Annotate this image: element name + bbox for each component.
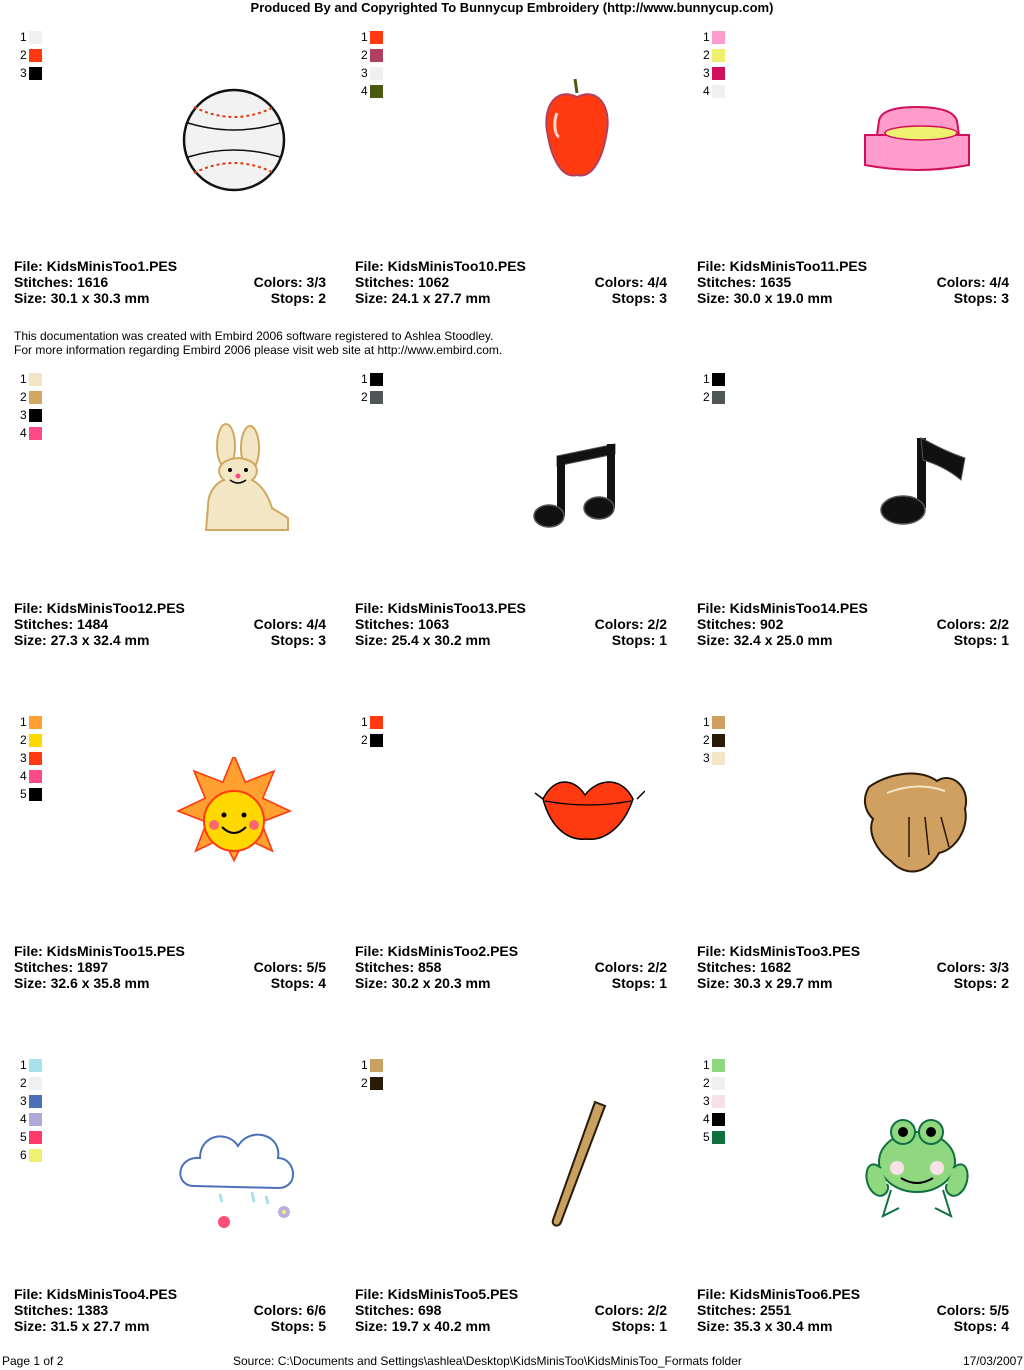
file-name: File: KidsMinisToo14.PES — [697, 600, 868, 616]
swatch-number: 2 — [361, 733, 368, 747]
swatch-number: 1 — [361, 372, 368, 386]
color-swatch — [703, 1056, 725, 1074]
embird-note — [14, 329, 502, 357]
color-count: Colors: 3/3 — [253, 274, 326, 290]
swatch-color — [29, 752, 42, 765]
file-name: File: KidsMinisToo6.PES — [697, 1286, 861, 1302]
baseball-glove-icon — [847, 757, 987, 887]
color-swatch — [20, 64, 42, 82]
color-swatch — [361, 388, 383, 406]
color-swatch — [20, 1110, 42, 1128]
swatch-color — [712, 49, 725, 62]
stitch-count: Stitches: 1063 — [355, 616, 450, 632]
swatch-color — [29, 716, 42, 729]
design-size: Size: 27.3 x 32.4 mm — [14, 632, 150, 648]
color-swatch-list — [20, 713, 42, 803]
stitch-count: Stitches: 1897 — [14, 959, 109, 975]
swatch-number: 1 — [703, 372, 710, 386]
stop-count: Stops: 2 — [953, 975, 1009, 991]
file-name: File: KidsMinisToo1.PES — [14, 258, 178, 274]
swatch-number: 4 — [20, 426, 27, 440]
color-swatch — [703, 388, 725, 406]
file-name: File: KidsMinisToo15.PES — [14, 943, 185, 959]
print-date: 17/03/2007 — [962, 1354, 1023, 1368]
swatch-color — [29, 31, 42, 44]
swatch-color — [370, 31, 383, 44]
swatch-color — [29, 409, 42, 422]
design-info — [14, 258, 326, 306]
stitch-count: Stitches: 858 — [355, 959, 442, 975]
color-swatch — [20, 46, 42, 64]
stitch-count: Stitches: 902 — [697, 616, 784, 632]
swatch-number: 1 — [20, 372, 27, 386]
swatch-number: 1 — [703, 715, 710, 729]
color-swatch — [20, 406, 42, 424]
design-info — [697, 943, 1009, 991]
swatch-color — [712, 1077, 725, 1090]
swatch-color — [370, 1077, 383, 1090]
bunny-icon — [164, 418, 304, 548]
color-swatch — [361, 1056, 383, 1074]
swatch-color — [29, 788, 42, 801]
stop-count: Stops: 5 — [270, 1318, 326, 1334]
rain-cloud-icon — [164, 1098, 304, 1228]
stitch-count: Stitches: 1616 — [14, 274, 109, 290]
color-count: Colors: 2/2 — [936, 616, 1009, 632]
stop-count: Stops: 4 — [953, 1318, 1009, 1334]
color-swatch-list — [361, 1056, 383, 1092]
swatch-color — [29, 391, 42, 404]
baseball-icon — [164, 75, 304, 205]
color-swatch — [20, 424, 42, 442]
swatch-number: 3 — [703, 66, 710, 80]
stop-count: Stops: 3 — [611, 290, 667, 306]
stitch-count: Stitches: 2551 — [697, 1302, 792, 1318]
stop-count: Stops: 3 — [953, 290, 1009, 306]
swatch-number: 2 — [361, 1076, 368, 1090]
color-swatch — [703, 731, 725, 749]
swatch-number: 1 — [703, 1058, 710, 1072]
swatch-color — [712, 67, 725, 80]
swatch-color — [712, 31, 725, 44]
swatch-number: 1 — [703, 30, 710, 44]
color-count: Colors: 5/5 — [253, 959, 326, 975]
color-swatch-list — [20, 28, 42, 82]
swatch-number: 1 — [20, 1058, 27, 1072]
design-size: Size: 30.0 x 19.0 mm — [697, 290, 833, 306]
design-size: Size: 32.6 x 35.8 mm — [14, 975, 150, 991]
design-info — [697, 600, 1009, 648]
frog-icon — [847, 1098, 987, 1228]
swatch-number: 2 — [20, 1076, 27, 1090]
swatch-color — [370, 1059, 383, 1072]
swatch-color — [29, 770, 42, 783]
swatch-color — [712, 716, 725, 729]
file-name: File: KidsMinisToo12.PES — [14, 600, 185, 616]
swatch-color — [712, 391, 725, 404]
swatch-color — [29, 1095, 42, 1108]
color-swatch-list — [703, 28, 725, 100]
source-path: Source: C:\Documents and Settings\ashlea\Desktop\KidsMinisToo\KidsMinisToo_Formats folder — [233, 1354, 742, 1368]
swatch-color — [712, 373, 725, 386]
swatch-number: 3 — [703, 1094, 710, 1108]
color-swatch — [20, 388, 42, 406]
swatch-number: 5 — [703, 1130, 710, 1144]
file-name: File: KidsMinisToo13.PES — [355, 600, 526, 616]
swatch-number: 3 — [20, 1094, 27, 1108]
swatch-color — [712, 1131, 725, 1144]
color-swatch-list — [361, 713, 383, 749]
color-swatch — [20, 1092, 42, 1110]
color-swatch — [20, 370, 42, 388]
swatch-number: 4 — [703, 1112, 710, 1126]
design-size: Size: 31.5 x 27.7 mm — [14, 1318, 150, 1334]
swatch-color — [370, 734, 383, 747]
double-music-note-icon — [505, 418, 645, 548]
color-swatch — [703, 370, 725, 388]
note-line-1: This documentation was created with Embird 2006 software registered to Ashlea Stoodley. — [14, 329, 494, 343]
color-swatch — [703, 1074, 725, 1092]
swatch-number: 5 — [20, 1130, 27, 1144]
file-name: File: KidsMinisToo2.PES — [355, 943, 519, 959]
color-swatch — [20, 731, 42, 749]
apple-icon — [505, 75, 645, 205]
stitch-count: Stitches: 1383 — [14, 1302, 109, 1318]
swatch-number: 3 — [361, 66, 368, 80]
color-swatch-list — [703, 370, 725, 406]
color-count: Colors: 4/4 — [936, 274, 1009, 290]
swatch-color — [29, 1059, 42, 1072]
swatch-number: 2 — [703, 48, 710, 62]
design-info — [14, 1286, 326, 1334]
swatch-color — [712, 734, 725, 747]
color-swatch — [703, 1128, 725, 1146]
swatch-color — [370, 373, 383, 386]
swatch-color — [29, 734, 42, 747]
color-count: Colors: 6/6 — [253, 1302, 326, 1318]
stitch-count: Stitches: 1682 — [697, 959, 792, 975]
design-info — [14, 943, 326, 991]
design-size: Size: 25.4 x 30.2 mm — [355, 632, 491, 648]
file-name: File: KidsMinisToo11.PES — [697, 258, 868, 274]
page-number: Page 1 of 2 — [2, 1354, 64, 1368]
color-swatch — [361, 46, 383, 64]
file-name: File: KidsMinisToo3.PES — [697, 943, 861, 959]
color-swatch-list — [361, 370, 383, 406]
color-swatch — [20, 1128, 42, 1146]
color-swatch-list — [703, 713, 725, 767]
design-info — [355, 943, 667, 991]
swatch-number: 2 — [20, 48, 27, 62]
swatch-number: 1 — [361, 1058, 368, 1072]
swatch-number: 5 — [20, 787, 27, 801]
color-swatch — [20, 1056, 42, 1074]
color-swatch — [361, 713, 383, 731]
design-size: Size: 30.3 x 29.7 mm — [697, 975, 833, 991]
color-swatch-list — [20, 1056, 42, 1164]
color-swatch — [703, 1110, 725, 1128]
stop-count: Stops: 4 — [270, 975, 326, 991]
page-header: Produced By and Copyrighted To Bunnycup Embroidery (http://www.bunnycup.com) — [250, 0, 774, 15]
swatch-color — [29, 1131, 42, 1144]
color-count: Colors: 2/2 — [594, 616, 667, 632]
swatch-number: 2 — [361, 48, 368, 62]
color-count: Colors: 2/2 — [594, 1302, 667, 1318]
color-count: Colors: 2/2 — [594, 959, 667, 975]
swatch-color — [370, 49, 383, 62]
swatch-color — [370, 716, 383, 729]
swatch-color — [29, 373, 42, 386]
swatch-number: 2 — [703, 733, 710, 747]
design-info — [697, 258, 1009, 306]
swatch-color — [712, 1059, 725, 1072]
swatch-color — [370, 85, 383, 98]
swatch-color — [712, 752, 725, 765]
swatch-number: 2 — [703, 390, 710, 404]
music-note-icon — [847, 418, 987, 548]
design-info — [14, 600, 326, 648]
color-swatch — [20, 749, 42, 767]
color-swatch — [703, 1092, 725, 1110]
design-info — [355, 1286, 667, 1334]
file-name: File: KidsMinisToo5.PES — [355, 1286, 519, 1302]
color-swatch — [703, 749, 725, 767]
color-swatch — [361, 1074, 383, 1092]
design-info — [697, 1286, 1009, 1334]
color-swatch — [361, 82, 383, 100]
stop-count: Stops: 1 — [611, 1318, 667, 1334]
color-swatch — [361, 370, 383, 388]
color-swatch — [20, 28, 42, 46]
swatch-color — [712, 85, 725, 98]
color-swatch — [20, 767, 42, 785]
swatch-number: 2 — [20, 390, 27, 404]
color-swatch-list — [703, 1056, 725, 1146]
stitch-count: Stitches: 1635 — [697, 274, 792, 290]
swatch-color — [29, 67, 42, 80]
color-swatch — [20, 713, 42, 731]
swatch-number: 1 — [361, 30, 368, 44]
swatch-number: 4 — [361, 84, 368, 98]
color-swatch — [703, 46, 725, 64]
stop-count: Stops: 1 — [611, 975, 667, 991]
swatch-number: 4 — [20, 769, 27, 783]
sun-icon — [164, 757, 304, 887]
file-name: File: KidsMinisToo4.PES — [14, 1286, 178, 1302]
swatch-number: 1 — [20, 30, 27, 44]
stitch-count: Stitches: 1062 — [355, 274, 450, 290]
swatch-color — [370, 391, 383, 404]
color-count: Colors: 4/4 — [594, 274, 667, 290]
color-count: Colors: 3/3 — [936, 959, 1009, 975]
swatch-number: 3 — [20, 66, 27, 80]
stop-count: Stops: 2 — [270, 290, 326, 306]
swatch-color — [29, 1077, 42, 1090]
design-size: Size: 30.1 x 30.3 mm — [14, 290, 150, 306]
design-info — [355, 600, 667, 648]
swatch-color — [29, 1149, 42, 1162]
baseball-bat-icon — [505, 1098, 645, 1228]
swatch-color — [29, 427, 42, 440]
page-footer — [0, 1353, 1024, 1369]
swatch-number: 4 — [703, 84, 710, 98]
swatch-number: 4 — [20, 1112, 27, 1126]
design-info — [355, 258, 667, 306]
color-swatch — [20, 1146, 42, 1164]
stop-count: Stops: 3 — [270, 632, 326, 648]
swatch-number: 2 — [703, 1076, 710, 1090]
stop-count: Stops: 1 — [611, 632, 667, 648]
design-size: Size: 19.7 x 40.2 mm — [355, 1318, 491, 1334]
swatch-number: 6 — [20, 1148, 27, 1162]
swatch-number: 2 — [20, 733, 27, 747]
color-swatch — [361, 731, 383, 749]
swatch-number: 1 — [361, 715, 368, 729]
design-size: Size: 32.4 x 25.0 mm — [697, 632, 833, 648]
color-swatch-list — [20, 370, 42, 442]
color-swatch — [703, 713, 725, 731]
swatch-number: 3 — [703, 751, 710, 765]
color-swatch — [361, 64, 383, 82]
design-size: Size: 24.1 x 27.7 mm — [355, 290, 491, 306]
swatch-color — [712, 1095, 725, 1108]
swatch-number: 3 — [20, 408, 27, 422]
pet-bowl-icon — [847, 75, 987, 205]
lips-icon — [505, 757, 645, 887]
swatch-number: 2 — [361, 390, 368, 404]
stitch-count: Stitches: 698 — [355, 1302, 442, 1318]
swatch-color — [712, 1113, 725, 1126]
stop-count: Stops: 1 — [953, 632, 1009, 648]
color-swatch — [20, 785, 42, 803]
file-name: File: KidsMinisToo10.PES — [355, 258, 526, 274]
design-size: Size: 30.2 x 20.3 mm — [355, 975, 491, 991]
swatch-color — [29, 49, 42, 62]
design-size: Size: 35.3 x 30.4 mm — [697, 1318, 833, 1334]
color-count: Colors: 4/4 — [253, 616, 326, 632]
color-swatch — [703, 82, 725, 100]
color-swatch-list — [361, 28, 383, 100]
swatch-number: 1 — [20, 715, 27, 729]
swatch-color — [370, 67, 383, 80]
color-count: Colors: 5/5 — [936, 1302, 1009, 1318]
color-swatch — [361, 28, 383, 46]
color-swatch — [20, 1074, 42, 1092]
note-line-2: For more information regarding Embird 2006 please visit web site at http://www.embird.com. — [14, 343, 503, 357]
swatch-color — [29, 1113, 42, 1126]
swatch-number: 3 — [20, 751, 27, 765]
color-swatch — [703, 28, 725, 46]
stitch-count: Stitches: 1484 — [14, 616, 109, 632]
color-swatch — [703, 64, 725, 82]
